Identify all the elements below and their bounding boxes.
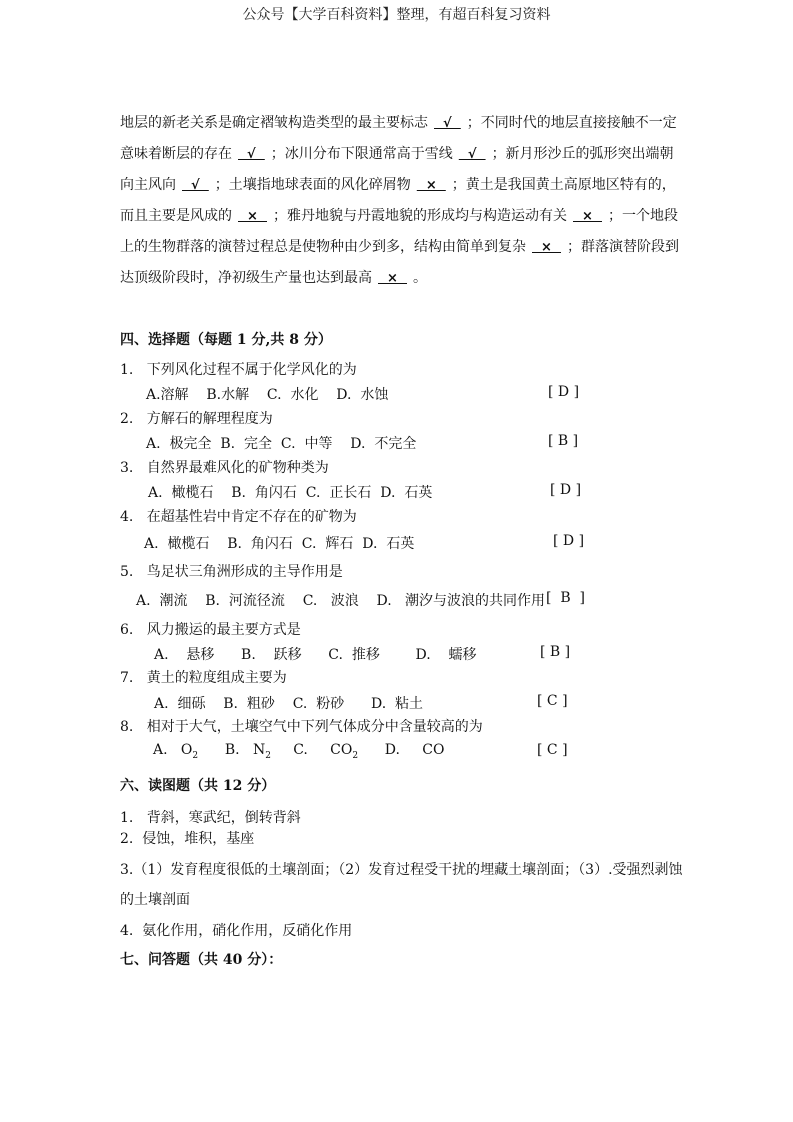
check-mark-answer: √ [238,147,265,162]
question-8-answer: [ C ] [537,742,568,758]
question-3-options: A. 橄榄石 B. 角闪石 C. 正长石 D. 石英 [148,485,433,501]
cross-mark-answer: × [238,209,267,224]
option-c-formula: $CO_2$ [330,742,359,761]
check-mark-answer: √ [458,147,486,162]
question-1-answer: [ D ] [548,384,580,400]
question-4-options: A. 橄榄石 B. 角闪石 C. 辉石 D. 石英 [144,536,415,552]
statement-text: ；冰川分布下限通常高于雪线 [270,146,453,162]
section-6-item-4: 4. 氨化作用，硝化作用，反硝化作用 [120,923,353,939]
question-2: 2. 方解石的解理程度为 [120,411,273,427]
question-7-answer: [ C ] [537,693,568,709]
option-b-letter: B. [224,742,240,758]
section-6-title: 六、读图题（共 12 分） [120,778,276,794]
cross-mark-answer: × [378,271,407,286]
statement-text: ；雅丹地貌与丹霞地貌的形成均与构造运动有关 [273,208,567,224]
statement-text: ；黄土是我国黄土高原地区特有的，而且主要是风成的 [120,177,676,224]
question-1: 1. 下列风化过程不属于化学风化的为 [120,362,357,378]
cross-mark-answer: × [532,240,561,255]
question-5: 5. 鸟足状三角洲形成的主导作用是 [120,564,343,580]
statement-text: ；一个地段上的生物群落的演替过程总是使物种由少到多，结构由简单到复杂 [120,208,678,255]
question-5-options: A. 潮流 B. 河流径流 C. 波浪 D. 潮汐与波浪的共同作用 [136,593,546,609]
statement-text: 地层的新老关系是确定褶皱构造类型的最主要标志 [120,115,428,131]
question-8-options [153,742,444,761]
section-6-item-1: 1. 背斜，寒武纪，倒转背斜 [120,810,301,826]
question-2-options: A. 极完全 B. 完全 C. 中等 D. 不完全 [146,436,417,452]
statement-text: ；土壤指地球表面的风化碎屑物 [214,177,411,193]
question-5-answer: [ B ] [546,590,586,606]
question-6: 6. 风力搬运的最主要方式是 [120,622,301,638]
question-3: 3. 自然界最难风化的矿物种类为 [120,460,329,476]
section-6-item-3-cont: 的土壤剖面 [120,892,190,908]
option-d-letter: D. [384,742,400,758]
statement-text: ；不同时代的地层直接接触不一定意味着断层的存在 [120,115,677,162]
statement-text: ；新月形沙丘的弧形突出端朝向主风向 [120,146,674,193]
question-6-options: A. 悬移 B. 跃移 C. 推移 D. 蠕移 [154,647,477,663]
check-mark-answer: √ [182,178,209,193]
option-b-formula: $N_2$ [252,742,271,761]
question-8: 8. 相对于大气，土壤空气中下列气体成分中含量较高的为 [120,719,483,735]
section-4-title: 四、选择题（每题 1 分,共 8 分） [120,332,332,348]
cross-mark-answer: × [416,178,446,193]
true-false-paragraph [120,108,680,294]
section-7-title: 七、问答题（共 40 分）： [120,952,283,968]
option-a-letter: A. [153,742,168,758]
question-7-options: A. 细砾 B. 粗砂 C. 粉砂 D. 粘土 [154,696,424,712]
question-4: 4. 在超基性岩中肯定不存在的矿物为 [120,509,357,525]
question-7: 7. 黄土的粒度组成主要为 [120,670,287,686]
page-header: 公众号【大学百科资料】整理，有超百科复习资料 [242,7,551,23]
question-4-answer: [ D ] [553,533,585,549]
section-6-item-2: 2. 侵蚀，堆积，基座 [120,831,255,847]
question-6-answer: [ B ] [540,644,571,660]
statement-text: ；群落演替阶段到达顶级阶段时，净初级生产量也达到最高 [120,239,679,286]
check-mark-answer: √ [434,116,461,131]
section-6-item-3: 3.（1）发育程度很低的土壤剖面；（2）发育过程受干扰的埋藏土壤剖面；（3）.受强烈剥蚀 [120,862,683,878]
cross-mark-answer: × [573,209,602,224]
question-2-answer: [ B ] [548,433,579,449]
statement-text: 。 [413,270,427,286]
question-3-answer: [ D ] [550,482,582,498]
option-c-letter: C. [293,742,308,758]
option-d-formula: CO [422,742,445,758]
option-a-formula: $O_2$ [180,742,199,761]
question-1-options: A.溶解 B.水解 C. 水化 D. 水蚀 [146,387,389,403]
